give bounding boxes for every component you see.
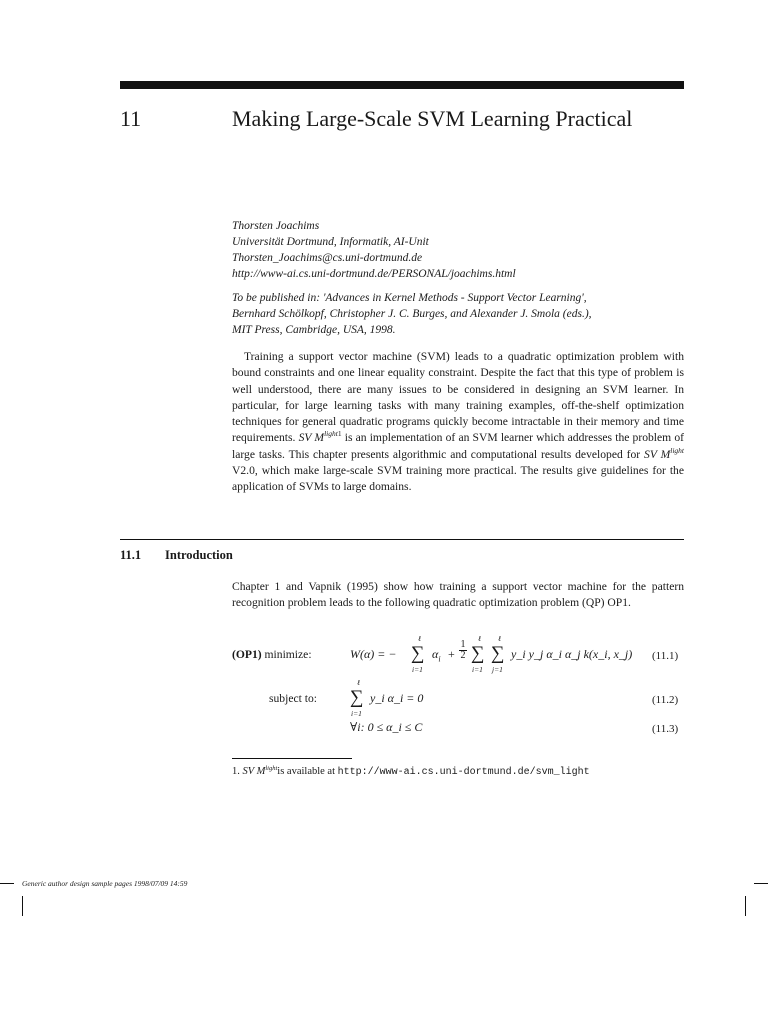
eq2-number: (11.2) <box>652 694 679 706</box>
footnote-svm-name: SV M <box>242 766 266 777</box>
abstract-part-1: Training a support vector machine (SVM) leads to a quadratic optimization problem with bound constraints and one linear equality constraint. Despite the fact that this type of problem is well understood, there are many issues to be considered in designing an SVM learner. In particular, for large learning tasks with many training examples, off-the-shelf optimization techniques for general quadratic programs quickly become intractable in their memory and time requirements. <box>232 350 684 445</box>
eq2-body: y_i α_i = 0 <box>370 691 424 705</box>
eq3-body: ∀i: 0 ≤ α_i ≤ C <box>350 720 423 734</box>
op1-label <box>232 647 312 663</box>
crop-mark-left-vertical <box>22 896 23 916</box>
eq1-alpha-sub: i <box>438 654 441 664</box>
svm-light-name-2: SV M <box>644 447 671 461</box>
subject-to-label: subject to: <box>269 692 317 705</box>
section-title: Introduction <box>165 548 233 562</box>
chapter-number: 11 <box>120 106 142 131</box>
author-name: Thorsten Joachims <box>232 220 320 232</box>
eq1-sum-symbol-3: ∑ <box>491 643 505 664</box>
eq1-frac-den: 2 <box>460 650 466 661</box>
eq1-kernel-term: y_i y_j α_i α_j k(x_i, x_j) <box>511 647 633 661</box>
footnote-url: http://www-ai.cs.uni-dortmund.de/svm_light <box>337 767 590 778</box>
eq2-sum-upper: ℓ <box>357 678 361 687</box>
footnote-rule <box>232 758 352 759</box>
eq1-fraction <box>459 640 467 661</box>
svm-light-name: SV M <box>298 431 325 445</box>
crop-mark-right-vertical <box>745 896 746 916</box>
running-footer: Generic author design sample pages 1998/07/09 14:59 <box>22 879 188 888</box>
publication-line-1: To be published in: 'Advances in Kernel Methods - Support Vector Learning', <box>232 292 587 304</box>
footnote-text: is available at <box>277 766 338 777</box>
publication-line-2: Bernhard Schölkopf, Christopher J. C. Burges, and Alexander J. Smola (eds.), <box>232 308 592 321</box>
author-email: Thorsten_Joachims@cs.uni-dortmund.de <box>232 252 423 264</box>
section-number: 11.1 <box>120 548 142 562</box>
svm-version: V2.0 <box>232 464 255 478</box>
eq1-sum-symbol-2: ∑ <box>471 643 485 664</box>
abstract-part-2: is an implementation of an SVM learner which addresses the problem of large tasks. This chapter presents algorithmic and computational results developed for <box>232 431 684 461</box>
crop-mark-right-horizontal <box>754 883 768 884</box>
author-homepage: http://www-ai.cs.uni-dortmund.de/PERSONAL/joachims.html <box>232 268 516 280</box>
section-rule <box>120 539 684 540</box>
eq1-sum-symbol-1: ∑ <box>411 643 425 664</box>
eq1-plus: + <box>448 647 455 661</box>
eq1-frac-num: 1 <box>460 639 466 650</box>
crop-mark-left-horizontal <box>0 883 14 884</box>
author-affiliation: Universität Dortmund, Informatik, AI-Unit <box>232 236 429 248</box>
chapter-title: Making Large-Scale SVM Learning Practical <box>232 106 633 131</box>
eq1-lhs: W(α) = − <box>350 647 397 661</box>
eq2-sum-symbol: ∑ <box>350 687 364 708</box>
eq1-sum3-upper: ℓ <box>498 634 502 643</box>
abstract-paragraph <box>232 349 684 496</box>
eq1-sum2-upper: ℓ <box>478 634 482 643</box>
publication-line-3: MIT Press, Cambridge, USA, 1998. <box>232 324 396 337</box>
eq1-sum1-lower: i=1 <box>412 665 423 674</box>
intro-paragraph: Chapter 1 and Vapnik (1995) show how training a support vector machine for the pattern recognition problem leads to the following quadratic optimization problem (QP) OP1. <box>232 580 684 610</box>
svm-light-superscript: light <box>324 429 338 439</box>
chapter-top-rule <box>120 81 684 89</box>
eq1-sum3-lower: j=1 <box>492 665 503 674</box>
eq1-sum2-lower: i=1 <box>472 665 483 674</box>
op1-tag: (OP1) <box>232 648 262 661</box>
footnote <box>232 765 590 780</box>
eq3-number: (11.3) <box>652 723 679 735</box>
publication-note <box>232 290 692 339</box>
eq1-sum1-upper: ℓ <box>418 634 422 643</box>
eq1-alpha-term <box>432 647 441 663</box>
eq1-number: (11.1) <box>652 650 679 662</box>
minimize-label: minimize: <box>264 648 312 661</box>
footnote-mark: 1 <box>337 429 342 439</box>
footnote-svm-sup: light <box>265 765 278 772</box>
abstract-part-3: , which make large-scale SVM training more practical. The results give guidelines for the application of SVMs to large domains. <box>232 464 684 494</box>
eq1-alpha: α <box>432 647 439 661</box>
eq2-sum-lower: i=1 <box>351 709 362 718</box>
svm-light-superscript-2: light <box>670 445 684 455</box>
author-block <box>232 218 692 282</box>
footnote-number: 1. <box>232 766 240 777</box>
